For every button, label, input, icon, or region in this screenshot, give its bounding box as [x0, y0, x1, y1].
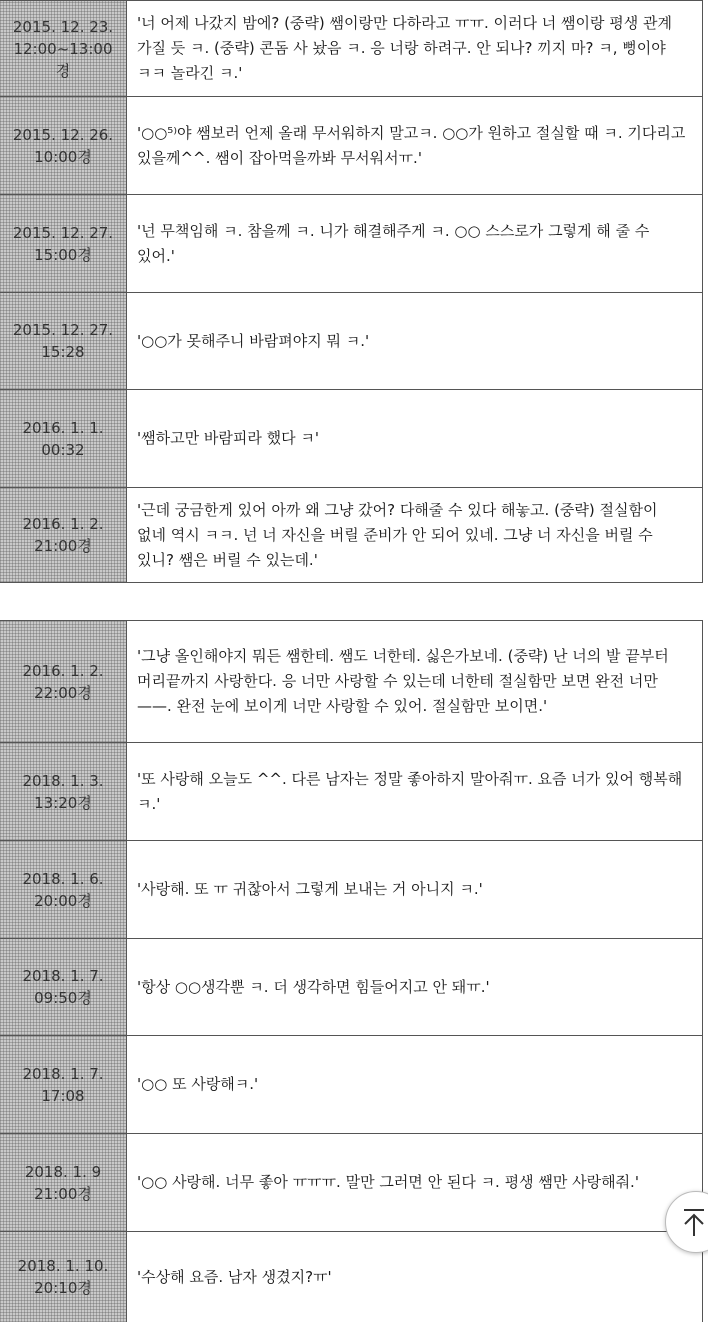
date-line: 2015. 12. 27. — [12, 321, 114, 339]
date-line: 2018. 1. 3. — [22, 771, 104, 790]
time-line: 21:00경 — [34, 537, 92, 555]
date-line: 2018. 1. 9 — [24, 1162, 102, 1181]
message-text: '너 어제 나갔지 밤에? (중략) 쌤이랑만 다하라고 ㅠㅠ. 이러다 너 쌤이랑 평생 관계 가질 듯 ㅋ. (중략) 콘돔 사 놨음 ㅋ. 응 너랑 하려구. 안 되나? 끼지 마? ㅋ, 뻥이야 ㅋㅋ 놀라긴 ㅋ.' — [137, 14, 672, 82]
message-text: '○○가 못해주니 바람펴야지 뭐 ㅋ.' — [137, 331, 370, 350]
table-row — [0, 195, 702, 293]
table-row — [0, 1, 702, 97]
date-line: 2018. 1. 7. — [22, 967, 104, 985]
message-cell — [127, 841, 702, 938]
table-row — [0, 1036, 702, 1134]
date-cell — [0, 195, 127, 292]
time-suffix: 경 — [55, 61, 71, 80]
date-line: 2018. 1. 10. — [17, 1257, 109, 1275]
table-row — [0, 293, 702, 390]
table-row — [0, 97, 702, 195]
message-table-2 — [0, 620, 703, 1322]
time-line: 12:00~13:00 — [13, 39, 113, 58]
date-cell — [0, 97, 127, 194]
message-text: '○○ 사랑해. 너무 좋아 ㅠㅠㅠ. 말만 그러면 안 된다 ㅋ. 평생 쌤만 사랑해줘.' — [137, 1173, 639, 1191]
message-cell — [127, 1036, 702, 1133]
time-line: 20:10경 — [34, 1279, 92, 1297]
message-text: '항상 ○○생각뿐 ㅋ. 더 생각하면 힘들어지고 안 돼ㅠ.' — [137, 977, 490, 996]
message-cell — [127, 97, 702, 194]
message-cell — [127, 390, 702, 487]
date-cell — [0, 293, 127, 389]
message-text: '사랑해. 또 ㅠ 귀찮아서 그렇게 보내는 거 아니지 ㅋ.' — [137, 880, 483, 898]
time-line: 17:08 — [41, 1086, 85, 1105]
date-cell — [0, 1, 127, 96]
table-row — [0, 1232, 702, 1322]
message-cell — [127, 293, 702, 389]
time-line: 15:28 — [41, 343, 85, 361]
time-line: 13:20경 — [34, 793, 92, 812]
date-line: 2018. 1. 7. — [22, 1064, 104, 1083]
message-text: '○○⁵⁾야 쌤보러 언제 올래 무서워하지 말고ㅋ. ○○가 원하고 절실할 때 ㅋ. 기다리고 있을께^^. 쌤이 잡아먹을까봐 무서워서ㅠ.' — [137, 123, 686, 167]
message-text: '수상해 요즘. 남자 생겼지?ㅠ' — [137, 1267, 332, 1286]
arrow-up-to-top-icon — [680, 1207, 708, 1237]
date-line: 2016. 1. 1. — [22, 418, 104, 437]
date-line: 2018. 1. 6. — [22, 869, 104, 888]
time-line: 15:00경 — [34, 245, 92, 264]
date-cell — [0, 1232, 127, 1322]
date-cell — [0, 621, 127, 742]
message-cell — [127, 195, 702, 292]
message-cell — [127, 1, 702, 96]
message-cell — [127, 743, 702, 840]
time-line: 10:00경 — [34, 147, 92, 166]
message-text: '넌 무책임해 ㅋ. 참을께 ㅋ. 니가 해결해주게 ㅋ. ○○ 스스로가 그렇게 해 줄 수 있어.' — [137, 221, 650, 265]
table-row — [0, 621, 702, 743]
time-line: 20:00경 — [34, 891, 92, 910]
table-row — [0, 841, 702, 939]
message-cell — [127, 1232, 702, 1322]
message-text: '○○ 또 사랑해ㅋ.' — [137, 1075, 259, 1093]
date-cell — [0, 1036, 127, 1133]
message-text: '그냥 올인해야지 뭐든 쌤한테. 쌤도 너한테. 싫은가보네. (중략) 난 너의 발 끝부터 머리끝까지 사랑한다. 응 너만 사랑할 수 있는데 너한테 절실함만 보면 완전 너만——. 완전 눈에 보이게 너만 사랑할 수 있어. 절실함만 보이면.' — [137, 647, 669, 715]
date-cell — [0, 1134, 127, 1231]
message-cell — [127, 1134, 702, 1231]
date-line: 2016. 1. 2. — [22, 661, 104, 680]
table-row — [0, 390, 702, 488]
date-line: 2015. 12. 27. — [12, 223, 114, 242]
message-cell — [127, 939, 702, 1035]
message-cell — [127, 621, 702, 742]
message-text: '근데 궁금한게 있어 아까 왜 그냥 갔어? 다해줄 수 있다 해놓고. (중략) 절실함이 없네 역시 ㅋㅋ. 넌 너 자신을 버릴 준비가 안 되어 있네. 그냥 너 자신을 버릴 수 있니? 쌤은 버릴 수 있는데.' — [137, 500, 658, 569]
message-text: '또 사랑해 오늘도 ^^. 다른 남자는 정말 좋아하지 말아줘ㅠ. 요즘 너가 있어 행복해 ㅋ.' — [137, 769, 683, 813]
message-text: '쌤하고만 바람피라 했다 ㅋ' — [137, 429, 319, 447]
date-cell — [0, 743, 127, 840]
message-table-1 — [0, 0, 703, 583]
table-row — [0, 743, 702, 841]
date-line: 2015. 12. 26. — [12, 125, 114, 144]
message-cell — [127, 488, 702, 582]
date-line: 2015. 12. 23. — [12, 17, 114, 36]
time-line: 00:32 — [41, 440, 85, 459]
time-line: 09:50경 — [34, 989, 92, 1007]
table-row — [0, 939, 702, 1036]
date-cell — [0, 390, 127, 487]
time-line: 21:00경 — [34, 1184, 92, 1203]
table-row — [0, 488, 702, 583]
date-cell — [0, 488, 127, 582]
date-cell — [0, 841, 127, 938]
table-row — [0, 1134, 702, 1232]
time-line: 22:00경 — [34, 683, 92, 702]
date-line: 2016. 1. 2. — [22, 515, 104, 533]
date-cell — [0, 939, 127, 1035]
